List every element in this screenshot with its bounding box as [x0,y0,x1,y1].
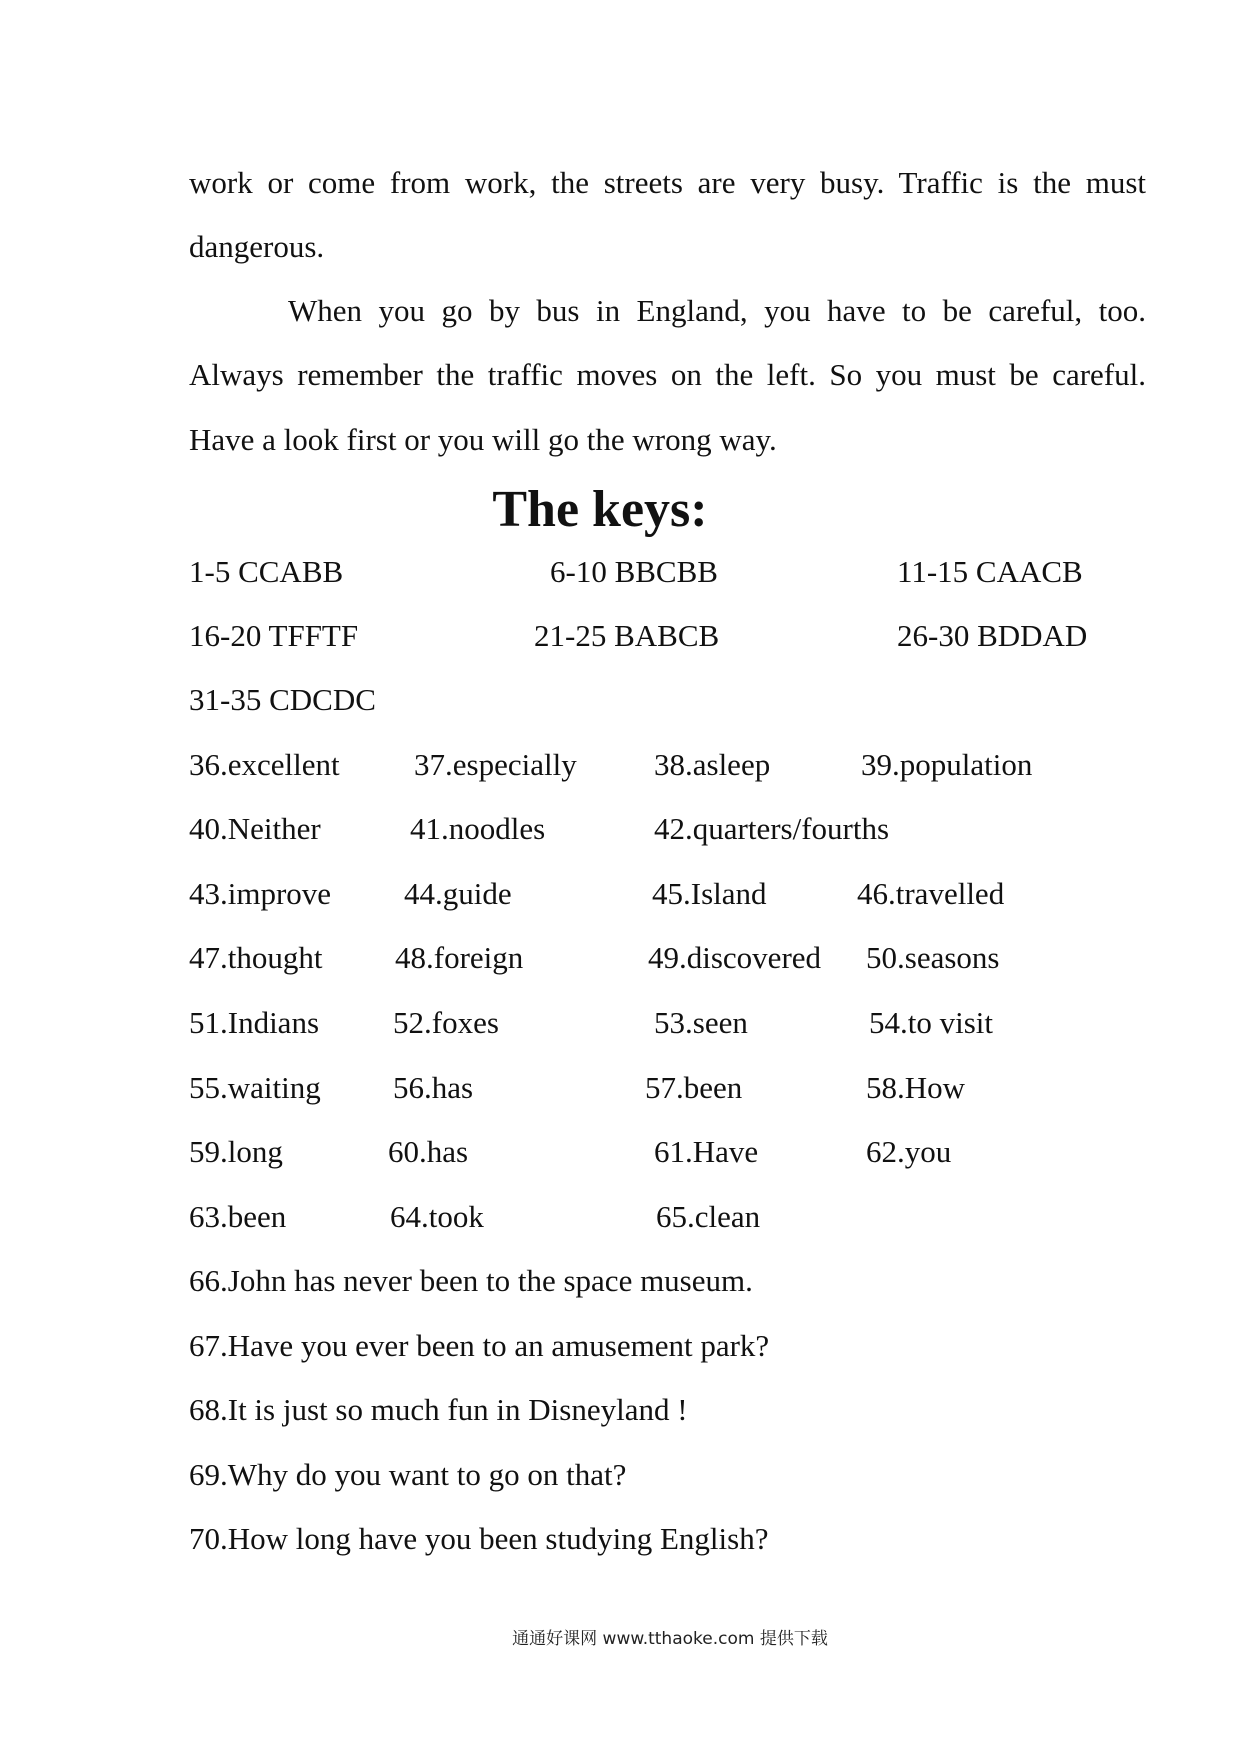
word-key: 63.been [189,1199,287,1234]
passage-line-3: When you go by bus in England, you have to be careful, too. [288,293,1146,328]
word-key: 62.you [866,1134,952,1169]
mc-key-6-10: 6-10 BBCBB [550,554,718,589]
page-footer: 通通好课网 www.tthaoke.com 提供下载 [512,1629,828,1649]
word-key: 44.guide [404,876,512,911]
word-key: 47.thought [189,940,323,975]
word-key: 59.long [189,1134,283,1169]
sentence-key: 68.It is just so much fun in Disneyland ! [189,1392,688,1427]
word-key: 57.been [645,1070,743,1105]
word-key: 54.to visit [869,1005,994,1040]
word-key: 61.Have [654,1134,759,1169]
word-key: 51.Indians [189,1005,320,1040]
word-key: 55.waiting [189,1070,321,1105]
mc-key-26-30: 26-30 BDDAD [897,618,1088,653]
keys-title: The keys: [492,481,708,538]
word-key: 50.seasons [866,940,1000,975]
word-key: 58.How [866,1070,966,1105]
passage-line-1: work or come from work, the streets are very busy. Traffic is the must [189,165,1146,200]
word-key: 38.asleep [654,747,771,782]
word-key: 48.foreign [395,940,524,975]
word-key: 37.especially [414,747,577,782]
word-key: 52.foxes [393,1005,499,1040]
passage-line-5: Have a look first or you will go the wrong way. [189,422,777,457]
word-key: 49.discovered [648,940,822,975]
mc-key-11-15: 11-15 CAACB [897,554,1083,589]
word-key: 64.took [390,1199,484,1234]
word-key: 40.Neither [189,811,321,846]
word-key: 45.Island [652,876,767,911]
word-key: 41.noodles [410,811,546,846]
sentence-key: 70.How long have you been studying English? [189,1521,769,1556]
word-key: 39.population [861,747,1033,782]
mc-key-31-35: 31-35 CDCDC [189,682,376,717]
passage-line-4: Always remember the traffic moves on the left. So you must be careful. [189,357,1146,392]
word-key: 46.travelled [857,876,1005,911]
mc-key-21-25: 21-25 BABCB [534,618,720,653]
passage-line-2: dangerous. [189,229,325,264]
sentence-key: 66.John has never been to the space museum. [189,1263,753,1298]
word-key: 56.has [393,1070,474,1105]
word-key: 36.excellent [189,747,340,782]
word-key: 53.seen [654,1005,748,1040]
word-key: 42.quarters/fourths [654,811,890,846]
mc-key-16-20: 16-20 TFFTF [189,618,359,653]
word-key: 65.clean [656,1199,761,1234]
mc-key-1-5: 1-5 CCABB [189,554,344,589]
word-key: 43.improve [189,876,332,911]
word-key: 60.has [388,1134,469,1169]
sentence-key: 69.Why do you want to go on that? [189,1457,627,1492]
sentence-key: 67.Have you ever been to an amusement park? [189,1328,770,1363]
